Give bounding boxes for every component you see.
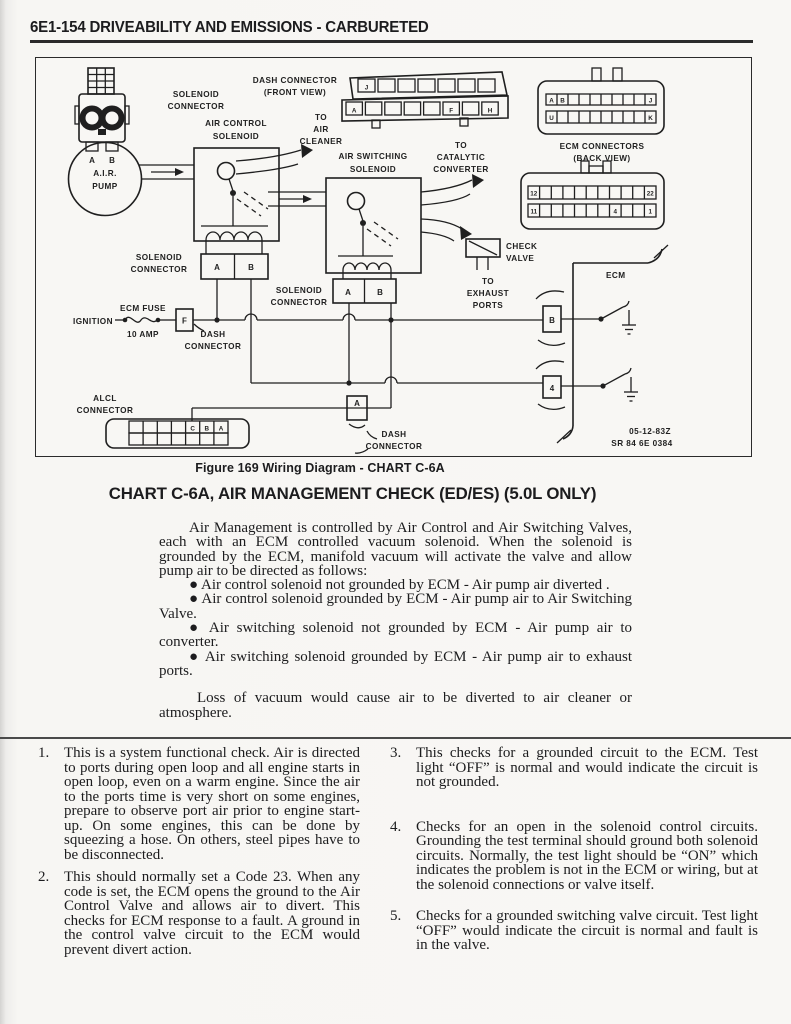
svg-text:CLEANER: CLEANER [299,137,343,146]
svg-text:B: B [560,97,565,105]
bullet-icon: ● [189,577,199,594]
header-rule [30,40,753,43]
svg-text:PUMP: PUMP [92,182,118,191]
item-number: 5. [390,908,402,924]
section-divider [0,737,791,739]
solenoid-connector-tl-label: SOLENOID [172,90,220,99]
solenoid-connector-right-label: SOLENOID [275,286,323,295]
svg-text:J: J [648,97,653,105]
page-header: 6E1-154 DRIVEABILITY AND EMISSIONS - CARBURETED [30,19,429,36]
svg-text:SOLENOID: SOLENOID [349,165,397,174]
svg-text:22: 22 [646,190,654,198]
svg-text:A: A [345,288,351,297]
procedure-item [390,909,758,953]
flow-arrow [301,144,313,158]
svg-text:ECM: ECM [606,271,626,280]
solenoid-control-wires [217,279,543,408]
pin-label-a: A [89,156,95,165]
dash-connector-front-view [253,72,508,128]
svg-text:CONNECTOR: CONNECTOR [184,342,242,351]
svg-text:4: 4 [613,208,618,216]
svg-text:TO: TO [314,113,328,122]
procedure-item [38,746,360,862]
item-text: This is a system functional check. Air is directed to ports during open loop and all engine starts in open loop, even on a warm engine. Since the air to the ports time is very short on some engines, prepare to observe port air prior to engine start-up. On some engines, this can be done by squeezing a hose. On others, steel pipes have to be disconnected. [64,745,360,863]
wiring-diagram-figure [35,57,752,457]
svg-text:ALCL: ALCL [93,394,117,403]
svg-text:SOLENOID: SOLENOID [212,132,260,141]
svg-text:DASH: DASH [381,430,407,439]
item-text: Checks for an open in the solenoid control circuits. Grounding the test terminal should ground both solenoid circuits. Normally, the test light should be “ON” which indicates the problem is not in the ECM or wiring, but at the solenoid connections or valve itself. [416,818,758,893]
ecm-circuit [536,245,668,443]
solenoid-connector-left-label: SOLENOID [135,253,183,262]
svg-text:A: A [214,263,220,272]
svg-text:A: A [354,399,360,408]
svg-text:U: U [549,115,554,122]
svg-text:PORTS: PORTS [472,301,504,310]
svg-text:AIR: AIR [313,125,329,134]
item-number: 2. [38,869,50,885]
svg-text:B: B [204,425,210,433]
check-valve [421,219,537,310]
svg-text:VALVE: VALVE [506,254,535,263]
wiring-diagram-svg [36,58,751,456]
solenoid-coil [206,232,262,240]
svg-text:CONNECTOR: CONNECTOR [76,406,134,415]
flow-arrow [303,195,312,203]
to-catalytic-converter [421,141,489,205]
drawing-codes [611,427,672,448]
test-switch [601,307,623,319]
svg-text:F: F [182,316,187,326]
bullet-icon: ● [189,591,199,608]
svg-text:AIR CONTROL: AIR CONTROL [205,119,267,128]
dash-connector-bottom [347,396,422,453]
procedure-item [390,746,758,790]
svg-text:4: 4 [549,384,555,393]
ignition-fuse-circuit [73,304,543,351]
bullet-icon: ● [189,648,200,665]
svg-text:ECM CONNECTORS: ECM CONNECTORS [559,142,645,151]
intro-paragraph-2: Loss of vacuum would cause air to be diverted to air cleaner or atmosphere. [159,690,632,721]
svg-text:AIR SWITCHING: AIR SWITCHING [338,152,408,161]
procedure-column-left [38,746,360,957]
bullet-item: ● Air control solenoid grounded by ECM - Air pump air to Air Switching Valve. [159,591,632,622]
svg-text:CONNECTOR: CONNECTOR [270,298,328,307]
flow-arrow [175,168,184,176]
svg-text:05-12-83Z: 05-12-83Z [629,427,671,436]
item-text: Checks for a grounded switching valve circuit. Test light “OFF” would indicate the circuit is normal and fault is in the valve. [416,908,758,953]
item-number: 1. [38,745,50,761]
svg-text:CHECK: CHECK [506,242,538,251]
svg-text:IGNITION: IGNITION [73,317,113,326]
svg-text:A.I.R.: A.I.R. [93,169,117,178]
air-switching-solenoid [271,152,421,307]
solenoid-coil [343,263,391,270]
pin-label-b: B [109,156,115,165]
flow-arrow [472,174,484,188]
svg-text:CONNECTOR: CONNECTOR [130,265,188,274]
procedure-item [390,820,758,893]
flow-arrow [460,226,472,240]
svg-text:F: F [449,107,454,115]
procedure-item [38,870,360,957]
svg-text:A: A [351,107,357,115]
svg-text:A: A [218,425,224,433]
svg-text:A: A [549,97,554,105]
svg-text:ECM FUSE: ECM FUSE [120,304,166,313]
figure-caption: Figure 169 Wiring Diagram - CHART C-6A [195,461,445,475]
ecm-connectors-back-view [521,68,664,229]
bullet-icon: ● [189,620,203,637]
item-number: 3. [390,745,402,761]
svg-text:B: B [377,288,383,297]
svg-text:CONNECTOR: CONNECTOR [365,442,423,451]
svg-text:TO: TO [481,277,495,286]
dash-connector-mid-label: DASH [200,330,226,339]
item-text: This should normally set a Code 23. When any code is set, the ECM opens the ground to the Air Control Valve and allows air to divert. This checks for ECM response to a fault. A ground in the control valve circuit to the ECM would prevent divert action. [64,869,360,958]
svg-text:K: K [648,115,653,122]
svg-text:TO: TO [454,141,468,150]
svg-text:12: 12 [530,190,538,198]
valve-symbol [348,193,365,210]
bullet-item: ● Air control solenoid not grounded by ECM - Air pump air diverted . [189,577,610,594]
svg-text:J: J [364,84,369,92]
pipe-control-to-switching [268,192,326,206]
svg-text:DASH CONNECTOR: DASH CONNECTOR [252,76,338,85]
solenoid-connector-icon [75,68,224,165]
test-switch [603,374,625,386]
svg-text:CONNECTOR: CONNECTOR [167,102,225,111]
svg-text:C: C [190,425,195,433]
air-control-solenoid [131,119,279,279]
svg-text:CONVERTER: CONVERTER [433,165,489,174]
svg-text:B: B [549,316,555,325]
svg-text:B: B [248,263,254,272]
bullet-item: ● Air switching solenoid grounded by ECM - Air pump air to exhaust ports. [159,648,632,679]
svg-text:CATALYTIC: CATALYTIC [436,153,486,162]
alcl-connector [77,394,347,448]
intro-text [159,521,632,720]
bullet-item: ● Air switching solenoid not grounded by ECM - Air pump air to converter. [159,620,632,651]
svg-text:1: 1 [648,208,652,216]
svg-text:H: H [487,107,493,115]
valve-symbol [218,163,235,180]
svg-text:EXHAUST: EXHAUST [466,289,510,298]
item-number: 4. [390,818,402,835]
air-pump [69,143,195,216]
item-text: This checks for a grounded circuit to the ECM. Test light “OFF” is normal and would indicate the circuit is not grounded. [416,745,758,790]
svg-text:11: 11 [530,208,538,216]
intro-paragraph-1: Air Management is controlled by Air Control and Air Switching Valves, each with an ECM controlled vacuum solenoid. When the solenoid is grounded by the ECM, manifold vacuum will activate the valve and allow pump air to be directed as follows: [159,520,632,579]
svg-text:(BACK VIEW): (BACK VIEW) [573,154,631,163]
procedure-column-right [390,746,758,953]
page-title: CHART C-6A, AIR MANAGEMENT CHECK (ED/ES) (5.0L ONLY) [108,484,597,503]
svg-text:(FRONT VIEW): (FRONT VIEW) [263,88,327,97]
fusible-link [125,317,157,322]
svg-text:SR 84 6E 0384: SR 84 6E 0384 [611,439,673,448]
svg-text:10 AMP: 10 AMP [127,330,159,339]
